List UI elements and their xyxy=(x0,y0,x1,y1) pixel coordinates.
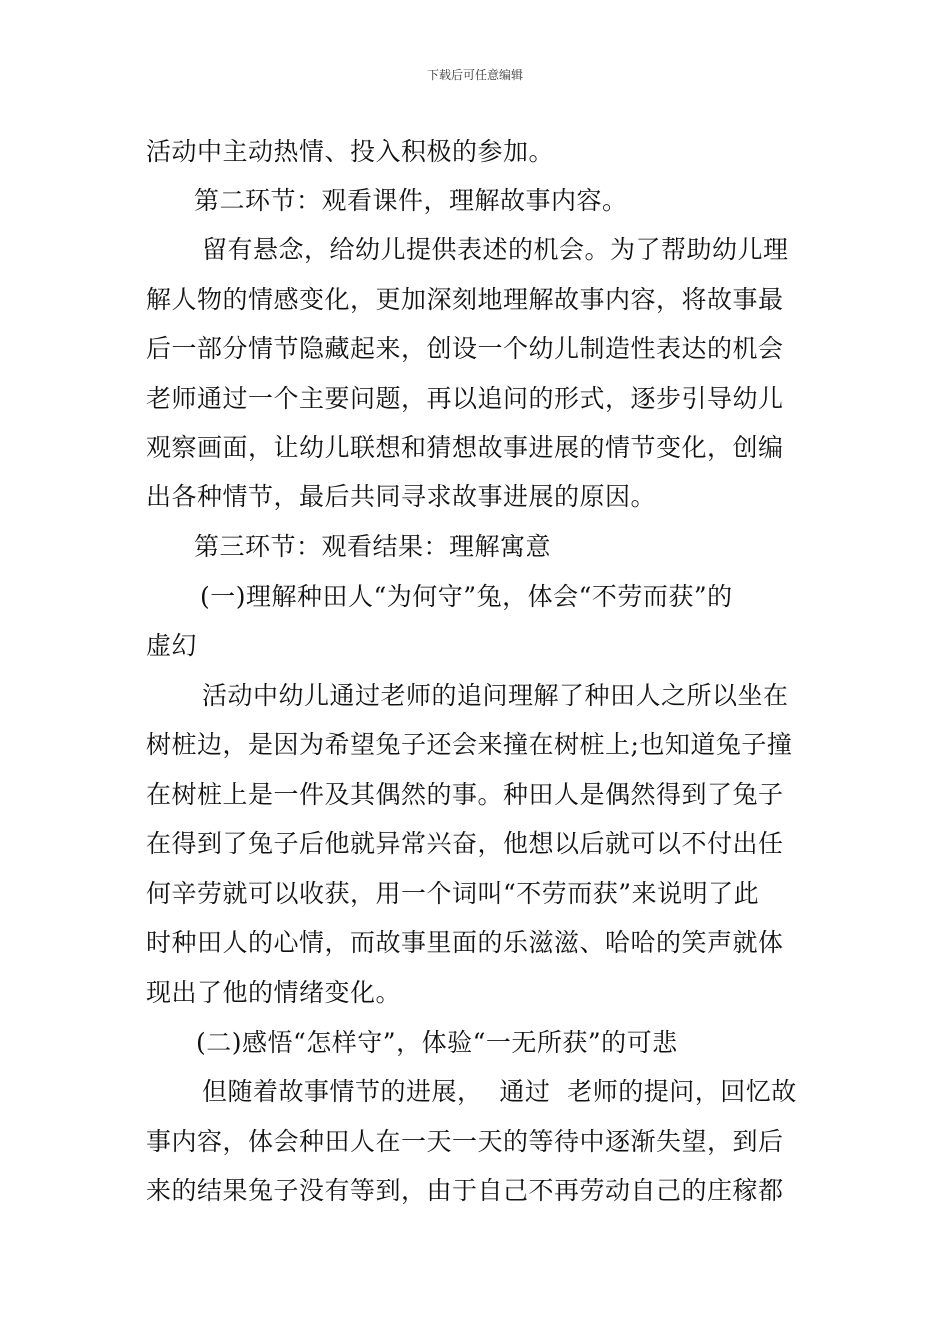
paragraph-line: 来的结果兔子没有等到，由于自己不再劳动自己的庄稼都 xyxy=(146,1176,784,1205)
paragraph-line: 后一部分情节隐藏起来，创设一个幼儿制造性表达的机会 xyxy=(146,334,784,363)
paragraph-line: 留有悬念，给幼儿提供表述的机会。为了帮助幼儿理 xyxy=(202,235,789,264)
paragraph-line: 在得到了兔子后他就异常兴奋，他想以后就可以不付出任 xyxy=(146,829,784,858)
paragraph-line: 时种田人的心情，而故事里面的乐滋滋、哈哈的笑声就体 xyxy=(146,928,784,957)
subsection-heading: (一)理解种田人“为何守”兔，体会“不劳而获”的 xyxy=(200,582,733,611)
page-header: 下载后可任意编辑 xyxy=(426,68,523,82)
paragraph-line: 但随着故事情节的进展， 通过 老师的提问，回忆故 xyxy=(202,1077,797,1106)
paragraph-line: 老师通过一个主要问题，再以追问的形式，逐步引导幼儿 xyxy=(146,384,784,413)
section-heading: 第三环节：观看结果：理解寓意 xyxy=(194,532,552,561)
paragraph-line: 在树桩上是一件及其偶然的事。种田人是偶然得到了兔子 xyxy=(146,780,784,809)
subsection-heading: 虚幻 xyxy=(146,631,198,660)
paragraph-line: 现出了他的情绪变化。 xyxy=(146,978,402,1007)
paragraph-line: 解人物的情感变化，更加深刻地理解故事内容，将故事最 xyxy=(146,285,784,314)
paragraph-line: 事内容，体会种田人在一天一天的等待中逐渐失望，到后 xyxy=(146,1127,784,1156)
subsection-heading: (二)感悟“怎样守”，体验“一无所获”的可悲 xyxy=(196,1028,678,1057)
paragraph-line: 出各种情节，最后共同寻求故事进展的原因。 xyxy=(146,482,657,511)
paragraph-line: 活动中幼儿通过老师的追问理解了种田人之所以坐在 xyxy=(202,681,789,710)
paragraph-line: 树桩边，是因为希望兔子还会来撞在树桩上;也知道兔子撞 xyxy=(146,730,793,759)
paragraph-line: 观察画面，让幼儿联想和猜想故事进展的情节变化，创编 xyxy=(146,433,784,462)
paragraph-line: 活动中主动热情、投入积极的参加。 xyxy=(146,137,555,166)
paragraph-line: 何辛劳就可以收获，用一个词叫“不劳而获”来说明了此 xyxy=(146,879,760,908)
section-heading: 第二环节：观看课件，理解故事内容。 xyxy=(194,186,628,215)
